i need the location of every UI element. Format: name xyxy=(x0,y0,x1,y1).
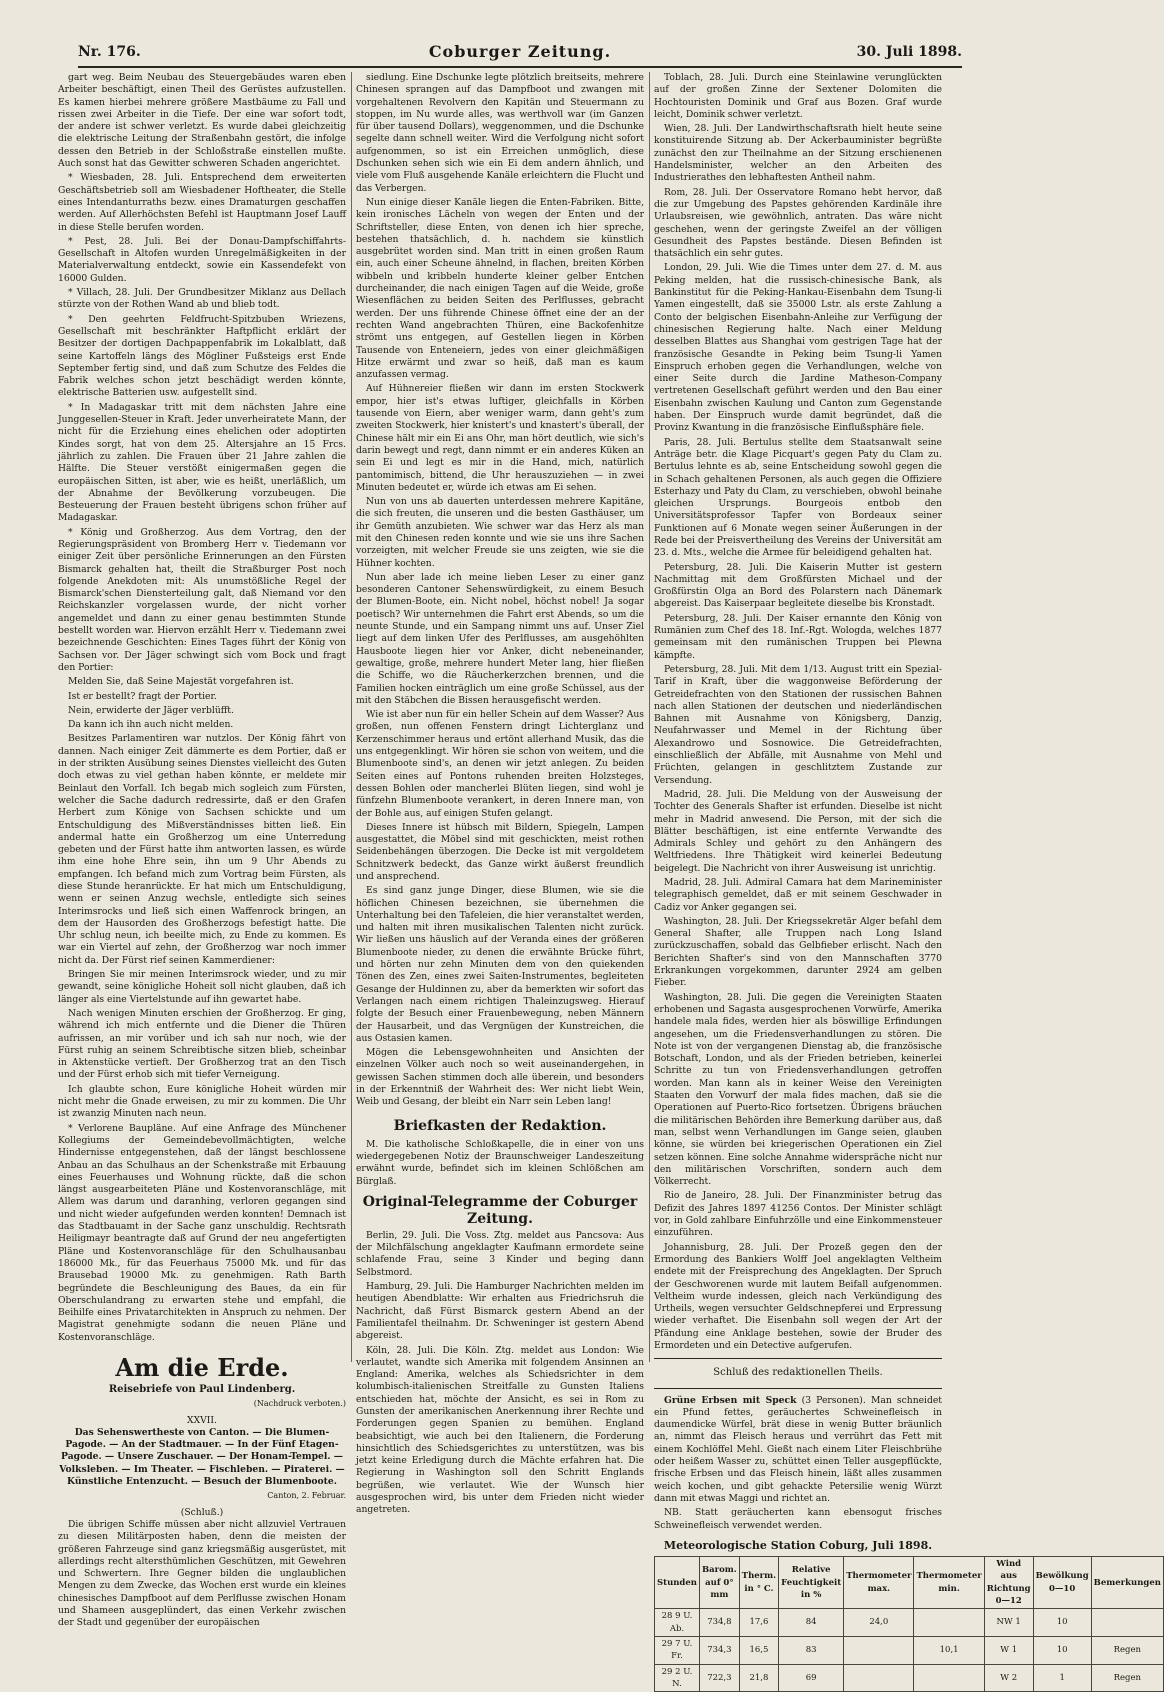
dateline: Canton, 2. Februar. xyxy=(267,1491,346,1501)
masthead xyxy=(78,40,962,68)
briefkasten-heading: Briefkasten der Redaktion. xyxy=(393,1117,607,1134)
weather-cell: 24,0 xyxy=(844,1609,914,1637)
editorial-closing: Schluß des redaktionellen Theils. xyxy=(713,1367,883,1379)
weather-table-title: Meteorologische Station Coburg, Juli 1898. xyxy=(663,1538,933,1552)
weather-cell: 29 7 U. Fr. xyxy=(655,1636,700,1664)
column-2 xyxy=(356,72,644,1516)
article-paragraph: * Villach, 28. Juli. Der Grundbesitzer Miklanz aus Dellach stürzte von der Rothen Wand ab und blieb todt. xyxy=(58,287,346,311)
article-paragraph: Nun einige dieser Kanäle liegen die Enten-Fabriken. Bitte, kein ironisches Lächeln von wegen der Enten und der Schriftsteller, diese Enten, von denen ich hier spreche, bestehen thatsächlich, d. h. nachdem sie künstlich ausgebrütet worden sind. Man tritt in einen großen Raum ein, auch einer Scheune ähnelnd, in flachen, breiten Körben wibbeln und kribbeln hunderte kleiner gelber Entchen durcheinander, die nach einigen Tagen auf die Weide, große Wiesenflächen zu beiden Seiten des Perlflusses, gebracht werden. Der uns führende Chinese öffnet eine der an der rechten Wand angebrachten Thüren, eine Backofenhitze strömt uns entgegen, auf Gestellen liegen in Körben Tausende von Enteneiern, jedes von einer gleichmäßigen Hitze erwärmt und zwar so heiß, daß man es kaum anzufassen vermag. xyxy=(356,196,644,381)
weather-cell: 16,5 xyxy=(739,1636,778,1664)
telegram-item: Köln, 28. Juli. Die Köln. Ztg. meldet aus London: Wie verlautet, wandte sich Amerika mit folgendem Ansinnen an England: Amerika, welches als Schiedsrichter in dem kolumbisch-italienischen Streitfalle zu Gunsten Italiens entschieden hat, möchte der Ansicht, es sei in Rom zu Gunsten der amerikanischen Anerkennung ihrer Rechte und Forderungen gegen Spanien zu bemühen. England beabsichtigt, wie auch bei den Italienern, die Forderung hinsichtlich des Schiedsgerichtes zu unterstützen, was bis jetzt keine Erledigung durch die Mächte erfahren hat. Die Regierung in Washington soll den Schritt Englands begrüßen, wie verlautet. Wie der Wunsch hier ausgesprochen wird, bis unter dem Frieden nicht wieder angetreten. xyxy=(356,1344,644,1516)
telegram-item: Hamburg, 29. Juli. Die Hamburger Nachrichten melden im heutigen Abendblatte: Wir erhalten aus Friedrichsruh die Nachricht, daß Fürst Bismarck gestern Abend an der Familientafel theilnahm. Dr. Schweninger ist gestern Abend abgereist. xyxy=(356,1281,644,1342)
weather-cell: 734,8 xyxy=(699,1609,739,1637)
weather-cell: Regen xyxy=(1091,1664,1163,1692)
news-item: Madrid, 28. Juli. Admiral Camara hat dem Marineminister telegraphisch gemeldet, daß er mit seinem Geschwader in Cadiz vor Anker gegangen sei. xyxy=(654,877,942,913)
weather-row xyxy=(655,1664,1164,1692)
recipe-note: NB. Statt geräucherten kann ebensogut frisches Schweinefleisch verwendet werden. xyxy=(654,1507,942,1531)
article-paragraph: * Wiesbaden, 28. Juli. Entsprechend dem erweiterten Geschäftsbetrieb soll am Wiesbadener Hoftheater, die Stelle eines Intendanturraths bezw. eines Dramaturgen geschaffen werden. Auf Allerhöchsten Befehl ist Hauptmann Josef Lauff in diese Stelle berufen worden. xyxy=(58,172,346,233)
news-item: Wien, 28. Juli. Der Landwirthschaftsrath hielt heute seine konstituirende Sitzung ab. Der Ackerbauminister begrüßte zunächst den zur Theilnahme an der Sitzung erschienenen Handelsminister, welcher an den Arbeiten des Industrierathes den lebhaftesten Antheil nahm. xyxy=(654,123,942,184)
weather-cell: 21,8 xyxy=(739,1664,778,1692)
weather-header-cell: Therm. in ° C. xyxy=(739,1557,778,1609)
news-item: Washington, 28. Juli. Der Kriegssekretär Alger befahl dem General Shafter, alle Truppen nach Long Island zurückzuschaffen, sobald das Gelbfieber erlischt. Nach den Berichten Shafter's sind von den Mannschaften 3770 Erkrankungen vorgekommen, darunter 2924 am gelben Fieber. xyxy=(654,915,942,989)
chapter-number: XXVII. xyxy=(187,1414,217,1426)
weather-cell: 83 xyxy=(779,1636,844,1664)
briefkasten-text: M. Die katholische Schloßkapelle, die in einer von uns wiedergegebenen Notiz der Braunschweiger Landeszeitung erwähnt wurde, befindet sich im kleinen Schlößchen am Bürglaß. xyxy=(356,1138,644,1187)
weather-table xyxy=(654,1556,1164,1692)
issue-number: Nr. 176. xyxy=(78,44,141,60)
section-divider xyxy=(654,1388,942,1389)
article-paragraph: Mögen die Lebensgewohnheiten und Ansichten der einzelnen Völker auch noch so weit auseinandergehen, in gewissen Sachen stimmen doch alle überein, und besonders in der Erkenntniß der Wahrheit des: Wer nicht liebt Wein, Weib und Gesang, der bleibt ein Narr sein Leben lang! xyxy=(356,1047,644,1108)
recipe xyxy=(654,1395,942,1506)
article-paragraph: * König und Großherzog. Aus dem Vortrag, den der Regierungspräsident von Bromberg Herr v. Tiedemann vor einiger Zeit über persönliche Erinnerungen an den Fürsten Bismarck gehalten hat, theilt die Straßburger Post noch folgende Anekdoten mit: Als unumstößliche Regel der Bismarck'schen Diensterteilung galt, daß Niemand vor den Reichskanzler vorgelassen wurde, der nicht vorher angemeldet und dann zu einer genau bestimmten Stunde bestellt worden war. Hiervon erzählt Herr v. Tiedemann zwei bezeichnende Geschichten: Eines Tages führt der König von Sachsen vor. Der Jäger schwingt sich vom Bock und fragt den Portier: xyxy=(58,526,346,673)
weather-cell: 10 xyxy=(1033,1609,1091,1637)
article-paragraph: * Verlorene Baupläne. Auf eine Anfrage des Münchener Kollegiums der Gemeindebevollmächtigten, welche Hindernisse entgegenstehen, daß der längst beschlossene Anbau an das Schulhaus an der Schenkstraße mit Erbauung eines Feuerhauses und Wohnung rückte, daß die schon längst ausgearbeiteten Pläne und Kostenvoranschläge, mit Allem was darum und daranhing, verloren gegangen sind und nicht wieder aufgefunden werden konnten! Demnach ist das Stadtbauamt in der Sache ganz unschuldig. Rechtsrath Heiligmayr beantragte daß auf Grund der neu angefertigten Pläne und Kostenvoranschläge für den Schulhausanbau 186000 Mk., für das Feuerhaus 75000 Mk. und für das Brausebad 19000 Mk. zu genehmigen. Rath Barth begründete die Beschleunigung des Baues, da ein für Oberschulandrang zu erwarten stehe und empfahl, die Beihilfe eines Privatarchitekten in Anspruch zu nehmen. Der Magistrat genehmigte sodann die neuen Pläne und Kostenvoranschläge. xyxy=(58,1122,346,1343)
news-item: London, 29. Juli. Wie die Times unter dem 27. d. M. aus Peking melden, hat die russisch-chinesische Bank, als Bankinstitut für die Peking-Hankau-Eisenbahn dem Tsung-li Yamen eingestellt, daß sie 35000 Lstr. als erste Zahlung a Conto der belgischen Eisenbahn-Anleihe zur Verfügung der chinesischen Regierung halte. Nach einer Meldung desselben Blattes aus Shanghai vom gestrigen Tage hat der französische Gesandte in Peking beim Tsung-li Yamen Einspruch erhoben gegen die Verhandlungen, welche von einer Seite durch die Jardine Matheson-Company vertretenen Gesellschaft geführt werden und den Bau einer Eisenbahn zwischen Kaulung und Canton zum Gegenstande haben. Der Einspruch wurde damit begründet, daß die Provinz Kwantung in die französische Einflußsphäre fiele. xyxy=(654,262,942,434)
news-item: Petersburg, 28. Juli. Die Kaiserin Mutter ist gestern Nachmittag mit dem Großfürsten Michael und der Großfürstin Olga an Bord des Polarstern nach Dänemark abgereist. Das Kaiserpaar begleitete dieselbe bis Kronstadt. xyxy=(654,561,942,610)
chapter-topics: Das Sehenswertheste von Canton. — Die Blumen-Pagode. — An der Stadtmauer. — In der Fünf Etagen-Pagode. — Unsere Zuschauer. — Der Honam-Tempel. — Volksleben. — Im Theater. — Fischleben. — Piraterei. — Künstliche Entenzucht. — Besuch der Blumenboote. xyxy=(59,1426,345,1488)
weather-cell: 10 xyxy=(1033,1636,1091,1664)
article-paragraph: Die übrigen Schiffe müssen aber nicht allzuviel Vertrauen zu diesen Militärposten haben, denn die meisten der größeren Fahrzeuge sind ganz kriegsmäßig ausgerüstet, mit allerdings recht altersthümlichen Geschützen, mit Gewehren und Schwertern. Ihre Gegner bilden die unglaublichen Mengen zu dem Zwecke, das Wochen erst wurde ein kleines chinesisches Dampfboot auf dem Perlflusse zwischen Honam und Shameen ausgeplündert, das einen Verkehr zwischen der Stadt und gegenüber der europäischen xyxy=(58,1518,346,1629)
section-subheading: Reisebriefe von Paul Lindenberg. xyxy=(108,1383,296,1395)
newspaper-title: Coburger Zeitung. xyxy=(428,42,612,61)
weather-cell xyxy=(1091,1609,1163,1637)
quote-line: Bringen Sie mir meinen Interimsrock wieder, und zu mir gewandt, seine königliche Hoheit soll nicht glauben, daß ich länger als eine Viertelstunde auf ihn gewartet habe. xyxy=(58,969,346,1005)
weather-cell: 1 xyxy=(1033,1664,1091,1692)
article-paragraph: Nun aber lade ich meine lieben Leser zu einer ganz besonderen Cantoner Sehenswürdigkeit, zu einem Besuch der Blumen-Boote, ein. Nicht nobel, höchst nobel! Ja sogar poetisch? Wir unternehmen die Fahrt erst Abends, so um die neunte Stunde, und ein Sampang nimmt uns auf. Unser Ziel liegt auf dem linken Ufer des Perlflusses, am ausgehöhlten Hausboote liegen hier vor Anker, dicht nebeneinander, gewaltige, große, mehrere hundert Meter lang, hier fließen die Schiffe, wo die Räucherkerzchen brennen, und die Familien hocken einträglich um eine große Schüssel, aus der mit den Stäbchen die Bissen herausgefischt werden. xyxy=(356,571,644,706)
weather-cell: Regen xyxy=(1091,1636,1163,1664)
article-paragraph: Es sind ganz junge Dinger, diese Blumen, wie sie die höflichen Chinesen bezeichnen, sie übernehmen die Unterhaltung bei den Tafeleien, die hier veranstaltet werden, und halten mit ihren musikalischen Talenten nicht zurück. Wir ließen uns häuslich auf der Veranda eines der größeren Blumenboote nieder, zu denen die erwähnte Brücke führt, und hörten nur zehn Minuten dem von den quiekenden Tönen des Zen, eines zwei Saiten-Instrumentes, begleiteten Gesange der Huldinnen zu, aber da bemerkten wir sofort das Verlangen nach einem richtigen Thaleinzugsweg. Hierauf folgte der Besuch einer Frauenbewegung, neben Männern der Hausarbeit, und das Vergnügen der Kunstreichen, die aus Ostasien kamen. xyxy=(356,885,644,1044)
article-paragraph: * In Madagaskar tritt mit dem nächsten Jahre eine Junggesellen-Steuer in Kraft. Jeder unverheiratete Mann, der nicht für die Erziehung eines ehelichen oder adoptirten Kindes sorgt, hat von dem 25. Altersjahre an 15 Frcs. jährlich zu zahlen. Die Frauen über 21 Jahre zahlen die Hälfte. Die Steuer verstößt einigermaßen gegen die europäischen Sitten, ist aber, wie es heißt, unerläßlich, um der Abnahme der Bevölkerung vorzubeugen. Die Besteuerung der Frauen besteht übrigens schon früher auf Madagaskar. xyxy=(58,401,346,524)
article-paragraph: siedlung. Eine Dschunke legte plötzlich breitseits, mehrere Chinesen sprangen auf das Dampfboot und zwangen mit vorgehaltenen Revolvern den Kapitän und Steuermann zu stoppen, im Nu wurde alles, was werthvoll war (im Ganzen für über tausend Dollars), weggenommen, und die Dschunke segelte dann schnell weiter. Wird die Verfolgung nicht sofort aufgenommen, so ist ein Erreichen unmöglich, diese Dschunken sehen sich wie ein Ei dem andern ähnlich, und viele vom Fluß ausgehende Kanäle erleichtern die Flucht und das Verbergen. xyxy=(356,72,644,194)
column-1 xyxy=(58,72,346,1629)
recipe-persons: (3 Personen). xyxy=(801,1394,866,1406)
section-heading: Am die Erde. xyxy=(115,1352,289,1382)
news-item: Johannisburg, 28. Juli. Der Prozeß gegen den der Ermordung des Bankiers Wolff Joel angeklagten Veltheim endete mit der Freisprechung des Angeklagten. Der Spruch der Geschworenen wurde mit lautem Beifall aufgenommen. Veltheim wurde indessen, gleich nach Verkündigung des Urtheils, wegen versuchter Geldschnepferei und Erpressung wieder verhaftet. Die Eisenbahn soll wegen der Art der Pfändung eine Anklage bestehen, sowie der Bruder des Ermordeten und ein Detective aufgerufen. xyxy=(654,1241,942,1351)
article-paragraph: * Pest, 28. Juli. Bei der Donau-Dampfschiffahrts-Gesellschaft in Altofen wurden Unregelmäßigkeiten in der Materialverwaltung entdeckt, sowie ein Kassendefekt von 16000 Gulden. xyxy=(58,235,346,284)
weather-header-cell: Bewölkung 0—10 xyxy=(1033,1557,1091,1609)
news-item: Rio de Janeiro, 28. Juli. Der Finanzminister betrug das Defizit des Jahres 1897 41256 Contos. Der Minister schlägt vor, in Gold zahlbare Einfuhrzölle und eine Einkommensteuer einzuführen. xyxy=(654,1190,942,1239)
weather-header-cell: Barom. auf 0° mm xyxy=(699,1557,739,1609)
quote-line: Da kann ich ihn auch nicht melden. xyxy=(68,719,234,731)
weather-cell: 84 xyxy=(779,1609,844,1637)
news-item: Paris, 28. Juli. Bertulus stellte dem Staatsanwalt seine Anträge betr. die Klage Picquart's gegen Paty du Clam zu. Bertulus lehnte es ab, seine Entscheidung sowohl gegen die in Schach gehaltenen Personen, als auch gegen die Offiziere Esterhazy und Paty du Clam, zu verschieben, obwohl beinahe gleichen Ursprungs. Bourgeois entbob den Universitätsprofessor Tapfer von Bordeaux seiner Funktionen auf 6 Monate wegen seiner Äußerungen in der Rede bei der Preisvertheilung des Vereins der Universität am 23. d. Mts., welche die Armee für beleidigend gehalten hat. xyxy=(654,436,942,559)
newspaper-page xyxy=(18,40,1161,1689)
weather-cell: 10,1 xyxy=(914,1636,984,1664)
quote-line: Ist er bestellt? fragt der Portier. xyxy=(68,690,217,702)
news-item: Petersburg, 28. Juli. Mit dem 1/13. August tritt ein Spezial-Tarif in Kraft, über die waggonweise Beförderung der Getreidefrachten von den Stationen der russischen Bahnen nach allen Stationen der deutschen und niederländischen Bahnen mit Ausnahme von Königsberg, Danzig, Neufahrwasser und Memel in der Richtung über Alexandrowo und Sosnowice. Die Getreidefrachten, einschließlich der Abfälle, mit Ausnahme von Mehl und Früchten, gelangen in geschlitztem Zustande zur Versendung. xyxy=(654,663,942,786)
recipe-text: Man schneidet ein Pfund fettes, geräuchertes Schweinefleisch in daumendicke Würfel, brät diese in wenig Butter bräunlich an, nimmt das Fleisch heraus und verrührt das Fett mit einem Kochlöffel Mehl. Gießt nach einem Liter Fleischbrühe oder heißem Wasser zu, schüttet einen Teller ausgepflückte, frische Erbsen und das Fleisch hinein, läßt alles zusammen weich kochen, und gibt gehackte Petersilie wenig Würzt dann mit etwas Maggi und richtet an. xyxy=(654,1394,942,1504)
weather-header-cell: Thermometer max. xyxy=(844,1557,914,1609)
weather-cell xyxy=(844,1664,914,1692)
weather-cell: W 1 xyxy=(984,1636,1033,1664)
column-rule-2 xyxy=(649,72,650,1362)
continuation-mark: (Schluß.) xyxy=(180,1506,224,1518)
weather-row xyxy=(655,1609,1164,1637)
weather-cell: 722,3 xyxy=(699,1664,739,1692)
article-paragraph: gart weg. Beim Neubau des Steuergebäudes waren eben Arbeiter beschäftigt, einen Theil des Gerüstes aufzustellen. Es kamen hierbei mehrere größere Mastbäume zu Fall und rissen zwei Arbeiter in die Tiefe. Der eine war sofort todt, der andere ist schwer verletzt. Es wurde dabei gleichzeitig die elektrische Leitung der Straßenbahn gestört, die infolge dessen den Betrieb in der Schloßstraße einstellen mußte. Auch sonst hat das Gewitter schweren Schaden angerichtet. xyxy=(58,72,346,170)
weather-cell: W 2 xyxy=(984,1664,1033,1692)
quote-line: Ich glaubte schon, Eure königliche Hoheit würden mir nicht mehr die Gnade erweisen, zu mir zu kommen. Die Uhr ist zwanzig Minuten nach neun. xyxy=(58,1083,346,1120)
weather-cell xyxy=(914,1609,984,1637)
section-divider xyxy=(654,1358,942,1359)
weather-cell: NW 1 xyxy=(984,1609,1033,1637)
weather-header-cell: Wind aus Richtung 0—12 xyxy=(984,1557,1033,1609)
issue-date: 30. Juli 1898. xyxy=(856,44,962,60)
quote-line: Melden Sie, daß Seine Majestät vorgefahren ist. xyxy=(68,676,294,688)
weather-cell: 29 2 U. N. xyxy=(655,1664,700,1692)
news-item: Toblach, 28. Juli. Durch eine Steinlawine verunglückten auf der großen Zinne der Sextener Dolomiten die Hochtouristen Dominik und Graf aus Bozen. Graf wurde leicht, Dominik schwer verletzt. xyxy=(654,72,942,120)
weather-header-cell: Relative Feuchtigkeit in % xyxy=(779,1557,844,1609)
reprint-note: (Nachdruck verboten.) xyxy=(253,1399,346,1409)
article-paragraph: Besitzes Parlamentiren war nutzlos. Der König fährt von dannen. Nach einiger Zeit dämmerte es dem Portier, daß er in der strikten Ausübung seines Dienstes vielleicht des Guten doch etwas zu viel gethan haben könnte, er meldete mir Beinlaut den Vorfall. Ich begab mich sogleich zum Fürsten, welcher die Sache dadurch redressirte, daß er den Grafen Herbert zum Könige von Sachsen schickte und um Entschuldigung des Mißverständnisses bitten ließ. Ein andermal hatte ein Großherzog um eine Unterredung gebeten und der Fürst hatte ihm antworten lassen, es würde ihm eine hohe Ehre sein, ihn um 9 Uhr Abends zu empfangen. Ich befand mich zum Vortrag beim Fürsten, als diese Stunde heranrückte. Er hat mich um Entschuldigung, wenn er seinen Anzug wechsle, entledigte sich seines Interimsrocks und ließ sich einen Waffenrock bringen, an dem der Hausorden des Großherzogs befestigt hatte. Die Uhr schlug neun, ich beeilte mich, zu Ende zu kommen. Es war ein Viertel auf zehn, der Großherzog war noch immer nicht da. Der Fürst rief seinen Kammerdiener: xyxy=(58,733,346,966)
weather-cell xyxy=(844,1636,914,1664)
weather-cell: 28 9 U. Ab. xyxy=(655,1609,700,1637)
telegram-heading: Original-Telegramme der Coburger Zeitung. xyxy=(362,1193,638,1227)
news-item: Madrid, 28. Juli. Die Meldung von der Ausweisung der Tochter des Generals Shafter ist erfunden. Dieselbe ist nicht mehr in Madrid anwesend. Die Person, mit der sich die Blätter beschäftigen, ist eine entfernte Verwandte des Admirals Schley und gehört zu den Anhängern des Weltfriedens. Ihre Thätigkeit wird keinerlei Bedeutung beigelegt. Die Nachricht von ihrer Ausweisung ist unrichtig. xyxy=(654,788,942,874)
weather-row xyxy=(655,1636,1164,1664)
article-paragraph: Nach wenigen Minuten erschien der Großherzog. Er ging, während ich mich entfernte und die Diener die Thüren aufrissen, an mir vorüber und ich sah nur noch, wie der Fürst ruhig an seinem Schreibtische sitzen blieb, scheinbar in Aktenstücke vertieft. Der Großherzog trat an den Tisch und der Fürst erhob sich mit tiefer Verneigung. xyxy=(58,1007,346,1081)
article-paragraph: Wie ist aber nun für ein heller Schein auf dem Wasser? Aus großen, nun offenen Fenstern dringt Lichterglanz und Kerzenschimmer heraus und ertönt allerhand Musik, das die uns entgegenklingt. Wir hören sie schon von weitem, und die Blumenboote sind's, an denen wir jetzt anlegen. Zu beiden Seiten eines auf Pontons ruhenden breiten Holzsteges, dessen Bohlen oder mancherlei Blüten liegen, sind wohl je fünfzehn Blumenboote verankert, in deren Innere man, von der Bohle aus, auf einigen Stufen gelangt. xyxy=(356,709,644,819)
recipe-title: Grüne Erbsen mit Speck xyxy=(664,1394,797,1406)
weather-cell: 17,6 xyxy=(739,1609,778,1637)
quote-line: Nein, erwiderte der Jäger verblüfft. xyxy=(68,704,234,716)
weather-cell xyxy=(914,1664,984,1692)
article-paragraph: Auf Hühnereier fließen wir dann im ersten Stockwerk empor, hier ist's etwas luftiger, gleichfalls in Körben tausende von Eiern, aber weniger warm, dann geht's zum zweiten Stockwerk, hier knistert's und knastert's überall, der Chinese hält mir ein Ei ans Ohr, man hört deutlich, wie sich's darin bewegt und regt, dann nimmt er ein anderes Küken an sein Ei und legt es mir in die Hand, mich, natürlich pantomimisch, bittend, die Uhr herauszuziehen — in zwei Minuten bedeutet er, würde ich etwas am Ei sehen. xyxy=(356,383,644,493)
news-item: Washington, 28. Juli. Die gegen die Vereinigten Staaten erhobenen und Sagasta ausgesprochenen Vorwürfe, Amerika handele mala fides, werden hier als böswillige Erfindungen angesehen, um die Friedensverhandlungen zu stören. Die Note ist von der vergangenen Dienstag ab, die französische Botschaft, London, und als der Frieden betrieben, keinerlei Schritte zu tun von Friedensverhandlungen getroffen worden. Man kann als in keiner Weise den Vereinigten Staaten den Vorwurf der mala fides machen, daß sie die Operationen auf Puerto-Rico fortsetzen. Übrigens bräuchen die militärischen Behörden ihre Bemerkung darüber aus, daß man, selbst wenn Verhandlungen im Gange seien, glauben könne, sie würden bei kriegerischen Operationen ein Ziel setzen können. Eine solche Annahme widerspräche nicht nur den militärischen Vorschriften, sondern auch dem Völkerrecht. xyxy=(654,991,942,1188)
weather-header-cell: Stunden xyxy=(655,1557,700,1609)
weather-header-cell: Thermometer min. xyxy=(914,1557,984,1609)
column-rule-1 xyxy=(351,72,352,1362)
weather-header-cell: Bemerkungen xyxy=(1091,1557,1163,1609)
weather-table-header xyxy=(655,1557,1164,1609)
weather-cell: 69 xyxy=(779,1664,844,1692)
article-paragraph: Nun von uns ab dauerten unterdessen mehrere Kapitäne, die sich freuten, die unseren und die besten Gasthäuser, um ihr Gemüth anzubieten. Wie schwer war das Herz als man mit den Chinesen reden konnte und wie sie uns ihre Sachen vorzeigten, mit welcher Freude sie uns zeigten, wie sie die Hühner kochten. xyxy=(356,496,644,569)
article-paragraph: Dieses Innere ist hübsch mit Bildern, Spiegeln, Lampen ausgestattet, die Möbel sind mit geschickten, meist rothen Seidenbehängen überzogen. Die Decke ist mit vergoldetem Schnitzwerk bedeckt, das Ganze wirkt äußerst freundlich und ansprechend. xyxy=(356,821,644,882)
article-paragraph: * Den geehrten Feldfrucht-Spitzbuben Wriezens, Gesellschaft mit beschränkter Haftpflicht erklärt der Besitzer der dortigen Dachpappenfabrik im Lokalblatt, daß seine Kartoffeln längs des Mögliner Fußsteigs erst Ende September fertig sind, und daß zum Schutze des Feldes die Fabrik welches schon jetzt beschädigt werden könnte, elektrische Batterien usw. aufgestellt sind. xyxy=(58,313,346,399)
weather-cell: 734,3 xyxy=(699,1636,739,1664)
news-item: Petersburg, 28. Juli. Der Kaiser ernannte den König von Rumänien zum Chef des 18. Inf.-Rgt. Wologda, welches 1877 gemeinsam mit den rumänischen Truppen bei Plewna kämpfte. xyxy=(654,612,942,661)
column-3 xyxy=(654,72,1161,1689)
news-item: Rom, 28. Juli. Der Osservatore Romano hebt hervor, daß die zur Umgebung des Papstes gehörenden Kardinäle ihre Urlaubsreisen, wie gewöhnlich, antraten. Das wäre nicht geschehen, wenn der geringste Zweifel an der völligen Gesundheit des Papstes bestände. Diesen Befinden ist thatsächlich ein sehr gutes. xyxy=(654,186,942,260)
telegram-item: Berlin, 29. Juli. Die Voss. Ztg. meldet aus Pancsova: Aus der Milchfälschung angeklagter Kaufmann ermordete seine schlafende Frau, seine 3 Kinder und beging dann Selbstmord. xyxy=(356,1229,644,1278)
